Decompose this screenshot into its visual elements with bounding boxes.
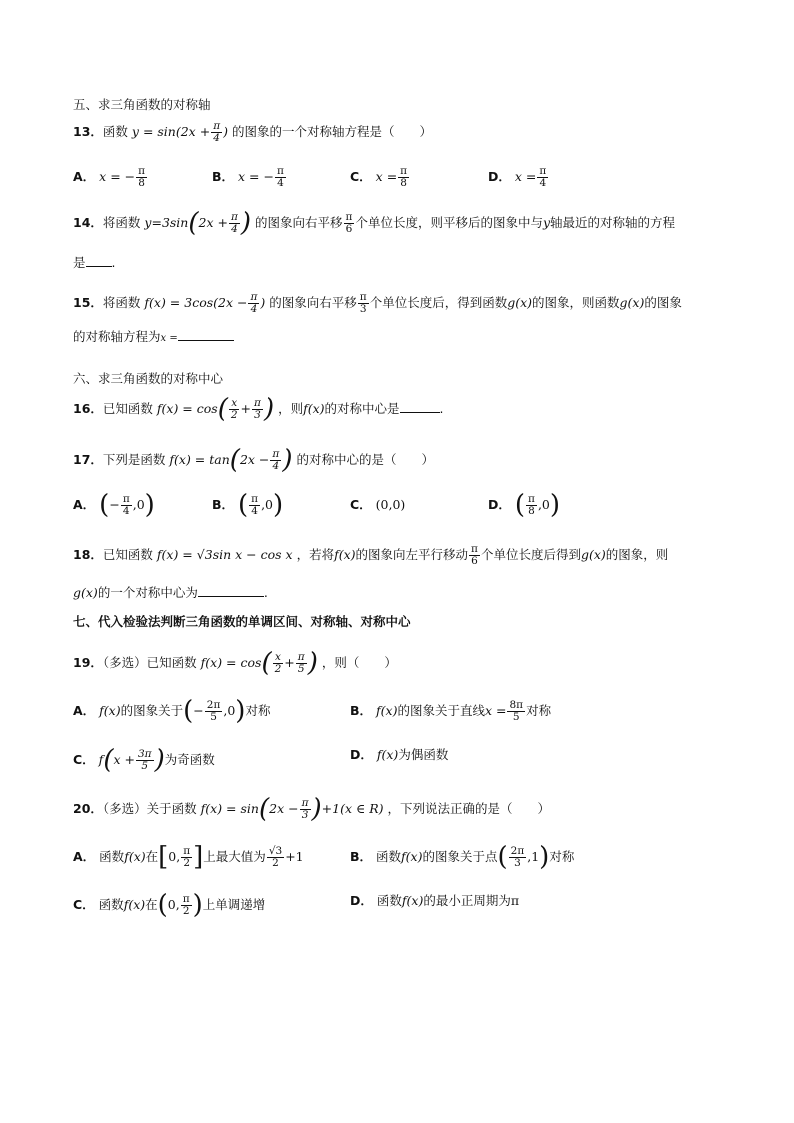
question-14: 14．将函数 y=3sin(2x + $\frac{\pi}{4}$ ) 的图象向右平移 $\frac{\pi}{6}$ 个单位长度，则平移后的图象中与y轴最近的对称轴的方程: [73, 208, 676, 238]
q18-answer-blank[interactable]: [198, 595, 264, 597]
q14-answer-blank[interactable]: [86, 265, 112, 267]
q13-option-d[interactable]: D． x = $\frac{\pi}{4}$: [488, 165, 547, 190]
q19-option-c[interactable]: C． f(x + $\frac{3\pi}{5}$ )为奇函数: [73, 745, 215, 775]
q20-option-c[interactable]: C． 函数f(x)在(0, $\frac{\pi}{2}$ )上单调递增: [73, 890, 266, 920]
section-6-title: 六、求三角函数的对称中心: [73, 371, 224, 386]
q17-option-c[interactable]: C． (0,0): [350, 497, 406, 512]
q13-number: 13．: [73, 124, 103, 140]
q15-answer-blank[interactable]: [178, 339, 234, 341]
question-15: 15．将函数 f(x) = 3cos(2x − $\frac{\pi}{4}$ ) 的图象向右平移 $\frac{\pi}{3}$ 个单位长度后，得到函数g(x)的图象，则函数g(x)的图象: [73, 291, 682, 316]
q20-option-b[interactable]: B． 函数f(x)的图象关于点( $\frac{2\pi}{3}$ ,1)对称: [350, 842, 575, 872]
q13-formula: y = sin(2x + $\frac{\pi}{4}$ ): [131, 120, 228, 145]
q19-option-b[interactable]: B． f(x)的图象关于直线x = $\frac{8\pi}{5}$ 对称: [350, 699, 552, 724]
q17-option-a[interactable]: A． (− $\frac{\pi}{4}$ ,0): [73, 490, 155, 520]
q20-option-a[interactable]: A． 函数f(x)在[0, $\frac{\pi}{2}$ ]上最大值为 $\frac{√3}{2}$ +1: [73, 842, 304, 872]
question-14-cont: 是 .: [73, 255, 116, 270]
q19-option-a[interactable]: A． f(x)的图象关于(− $\frac{2\pi}{5}$ ,0)对称: [73, 696, 271, 726]
q13-option-c[interactable]: C． x = $\frac{\pi}{8}$: [350, 165, 408, 190]
q17-option-d[interactable]: D． ( $\frac{\pi}{8}$ ,0): [488, 490, 561, 520]
q19-option-d[interactable]: D． f(x)为偶函数: [350, 747, 449, 762]
question-13: 13．函数 y = sin(2x + $\frac{\pi}{4}$ ) 的图象的一个对称轴方程是（ ）: [73, 120, 432, 145]
question-20: 20．（多选）关于函数 f(x) = sin(2x − $\frac{\pi}{3}$ )+1(x ∈ R) ，下列说法正确的是（ ）: [73, 794, 551, 824]
q13-option-a[interactable]: A． x = − $\frac{\pi}{8}$: [73, 165, 146, 190]
q17-option-b[interactable]: B． ( $\frac{\pi}{4}$ ,0): [212, 490, 284, 520]
section-7-title: 七、代入检验法判断三角函数的单调区间、对称轴、对称中心: [73, 614, 411, 629]
question-15-cont: 的对称轴方程为x =: [73, 331, 234, 344]
question-16: 16．已知函数 f(x) = cos( $\frac{x}{2}$ + $\frac{\pi}{3}$ ) ，则f(x)的对称中心是 .: [73, 394, 444, 424]
question-17: 17．下列是函数 f(x) = tan(2x − $\frac{\pi}{4}$ ) 的对称中心的是（ ）: [73, 445, 434, 475]
section-5-title: 五、求三角函数的对称轴: [73, 97, 211, 112]
question-19: 19．（多选）已知函数 f(x) = cos( $\frac{x}{2}$ + $\frac{\pi}{5}$ ) ，则（ ）: [73, 648, 397, 678]
question-18: 18．已知函数 f(x) = √3sin x − cos x ，若将f(x)的图象向左平行移动 $\frac{\pi}{6}$ 个单位长度后得到g(x)的图象，则: [73, 543, 669, 568]
q13-option-b[interactable]: B． x = − $\frac{\pi}{4}$: [212, 165, 284, 190]
question-18-cont: g(x)的一个对称中心为 .: [73, 585, 268, 600]
q20-option-d[interactable]: D． 函数f(x)的最小正周期为π: [350, 893, 520, 908]
q14-formula: y=3sin(2x + $\frac{\pi}{4}$ ): [144, 208, 252, 238]
q16-answer-blank[interactable]: [400, 411, 440, 413]
